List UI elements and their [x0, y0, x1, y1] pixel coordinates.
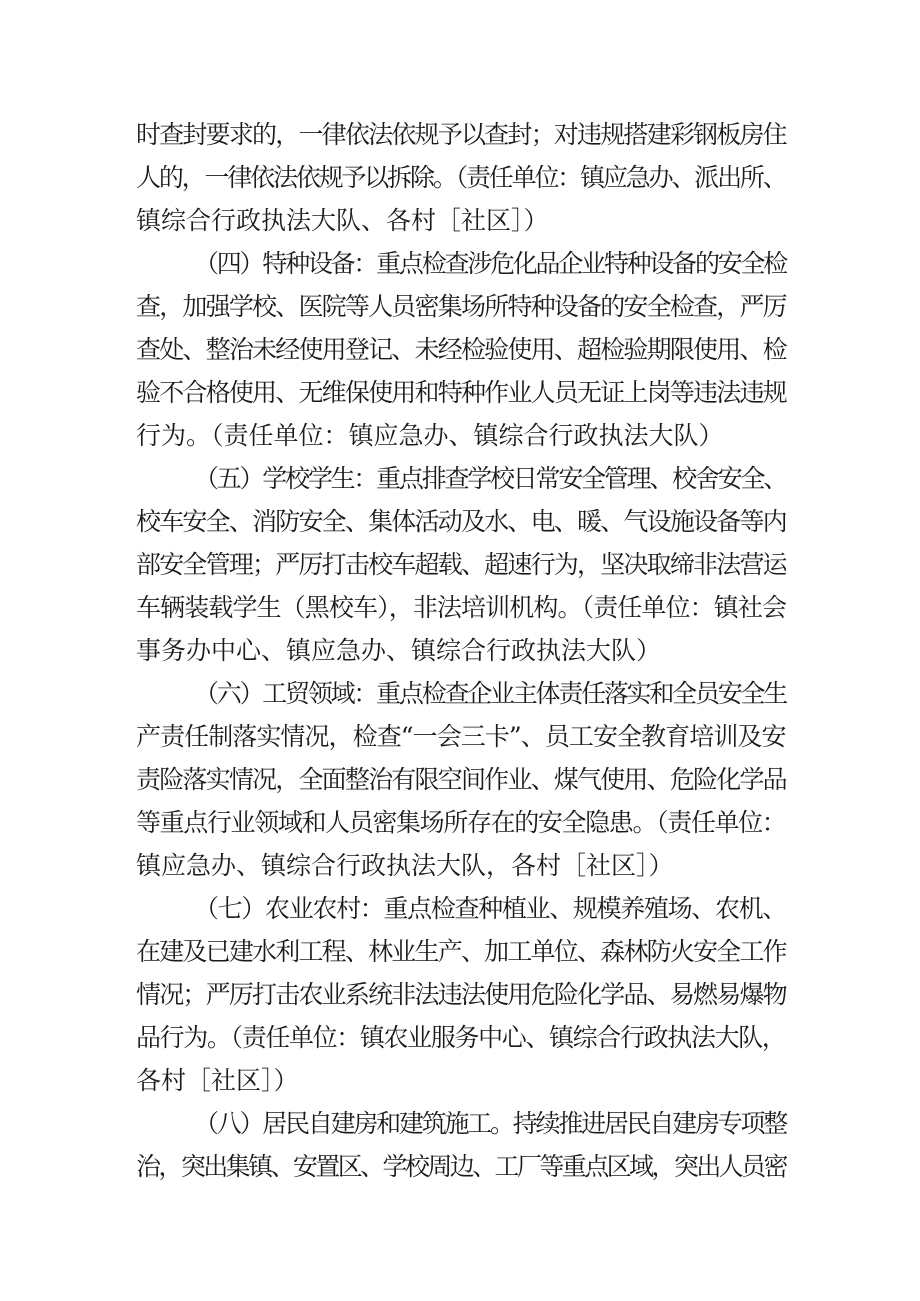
paragraph-first-line: （八）居民自建房和建筑施工。持续推进居民自建房专项整	[194, 1109, 787, 1138]
text-line: 等重点行业领域和人员密集场所存在的安全隐患。（责任单位：	[136, 808, 786, 837]
text-line: 部安全管理；严厉打击校车超载、超速行为，坚决取缔非法营运	[136, 550, 786, 579]
text-line: 人的，一律依法依规予以拆除。（责任单位：镇应急办、派出所、	[136, 163, 786, 192]
text-line: 治，突出集镇、安置区、学校周边、工厂等重点区域，突出人员密	[136, 1152, 786, 1181]
text-line: 查处、整治未经使用登记、未经检验使用、超检验期限使用、检	[136, 335, 786, 364]
text-line: 时查封要求的，一律依法依规予以查封；对违规搭建彩钢板房住	[136, 120, 786, 149]
text-line: 品行为。（责任单位：镇农业服务中心、镇综合行政执法大队，	[136, 1023, 786, 1052]
text-line: 行为。（责任单位：镇应急办、镇综合行政执法大队）	[136, 421, 724, 450]
text-line: 车辆装载学生（黑校车），非法培训机构。（责任单位：镇社会	[136, 593, 787, 622]
document-body	[136, 113, 786, 1188]
text-line: 查，加强学校、医院等人员密集场所特种设备的安全检查，严厉	[136, 292, 786, 321]
paragraph-first-line: （六）工贸领域：重点检查企业主体责任落实和全员安全生	[194, 679, 787, 708]
text-line: 在建及已建水利工程、林业生产、加工单位、森林防火安全工作	[136, 937, 786, 966]
text-line: 镇综合行政执法大队、各村［社区］）	[136, 206, 549, 235]
text-line: 产责任制落实情况，检查“一会三卡”、员工安全教育培训及安	[136, 722, 786, 751]
text-line: 校车安全、消防安全、集体活动及水、电、暖、气设施设备等内	[136, 507, 786, 536]
text-line: 各村［社区］）	[136, 1066, 299, 1095]
paragraph-first-line: （五）学校学生：重点排查学校日常安全管理、校舍安全、	[194, 464, 787, 493]
text-line: 验不合格使用、无维保使用和特种作业人员无证上岗等违法违规	[136, 378, 786, 407]
text-line: 镇应急办、镇综合行政执法大队，各村［社区］）	[136, 851, 674, 880]
text-line: 情况；严厉打击农业系统非法违法使用危险化学品、易燃易爆物	[136, 980, 786, 1009]
paragraph-first-line: （四）特种设备：重点检查涉危化品企业特种设备的安全检	[194, 249, 787, 278]
text-line: 责险落实情况，全面整治有限空间作业、煤气使用、危险化学品	[136, 765, 786, 794]
text-line: 事务办中心、镇应急办、镇综合行政执法大队）	[136, 636, 662, 665]
paragraph-first-line: （七）农业农村：重点检查种植业、规模养殖场、农机、	[194, 894, 787, 923]
